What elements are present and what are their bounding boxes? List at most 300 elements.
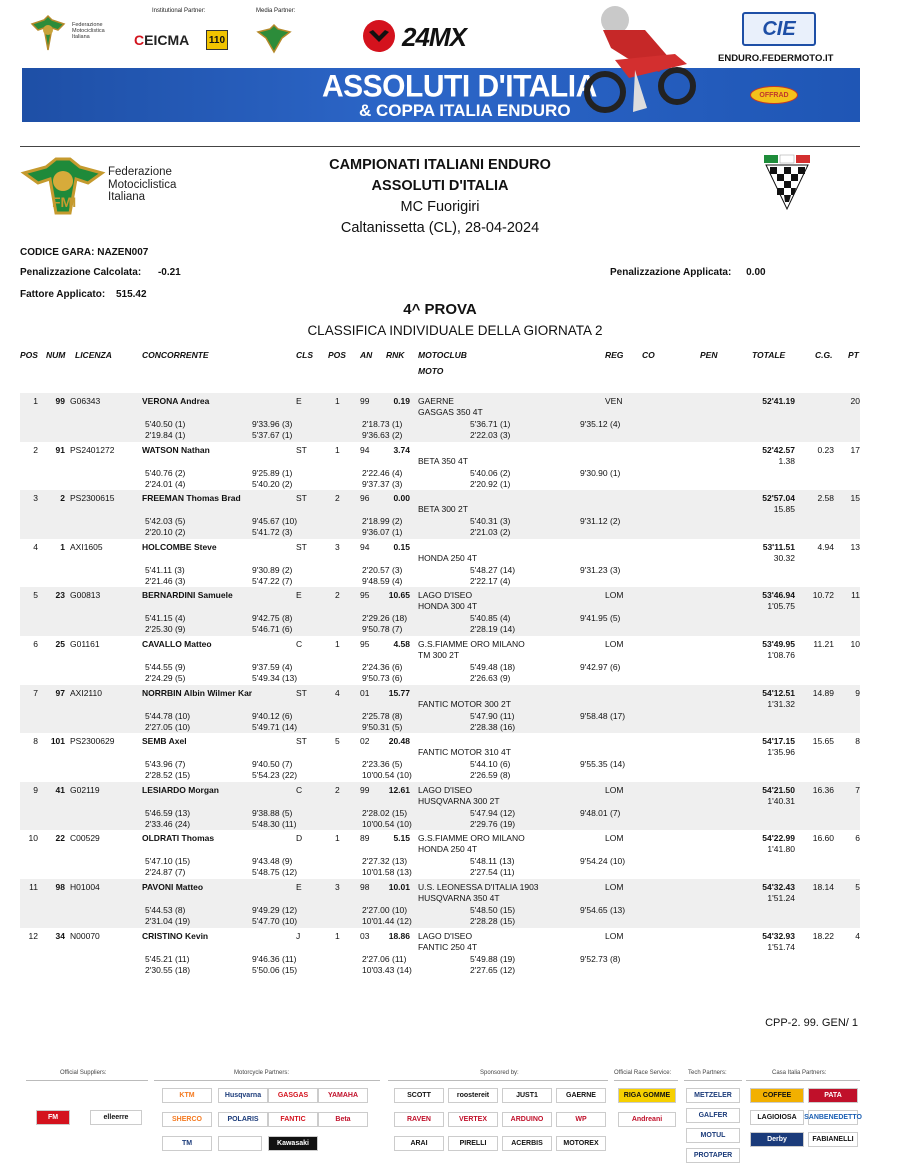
ranking-points: 0.00 [393,493,410,504]
class-gap: 0.23 [817,444,834,455]
class-gap: 14.89 [812,687,834,698]
birth-year: 96 [360,493,370,504]
stage-time: 2'22.46 (4) [362,467,403,478]
stage-time: 2'33.46 (24) [145,818,191,829]
stage-time: 2'22.03 (3) [470,430,511,440]
motoclub: LAGO D'ISEO [418,590,473,601]
rider-position: 3 [33,493,38,504]
sponsor-logo-acerbis: ACERBIS [502,1136,552,1151]
rider-name: PAVONI Matteo [142,882,204,892]
birth-year: 95 [360,590,370,601]
stage-time: 9'42.97 (6) [580,662,621,672]
stage-time: 10'00.54 (10) [362,770,412,781]
total-time: 52'42.57 [762,444,795,455]
stage-time: 5'40.85 (4) [470,613,511,624]
stage-time: 2'26.63 (9) [470,673,511,683]
stage-time: 5'46.59 (13) [145,807,191,818]
stage-time: 2'24.01 (4) [145,478,186,489]
stage-time: 2'26.59 (8) [470,770,511,781]
stage-time: 5'48.75 (12) [252,867,298,878]
federation-small-text: Federazione Motociclistica Italiana [72,22,105,40]
rider-number: 99 [55,396,65,406]
stage-time: 5'47.22 (7) [252,575,293,586]
sponsor-logo-andreani: Andreani [618,1112,676,1127]
total-time: 53'11.51 [762,541,795,552]
stage-time: 9'31.12 (2) [580,516,621,527]
ranking-points: 0.19 [393,396,410,406]
stage-time: 5'40.06 (2) [470,467,511,478]
rider-license: PS2300629 [70,736,115,747]
rider-position: 1 [33,396,38,406]
rider-name: SEMB Axel [142,736,187,747]
stage-time: 5'48.11 (13) [470,856,515,867]
class-position: 1 [335,833,340,844]
rider-position: 5 [33,590,38,601]
gap-to-leader: 1'05.75 [767,601,795,612]
class-position: 1 [335,930,340,941]
stage-time: 5'47.10 (15) [145,856,191,867]
rider-class: E [296,396,302,406]
motorcycle: HUSQVARNA 300 2T [418,795,500,806]
region: LOM [605,639,624,649]
header-divider [20,146,860,147]
fmi-small-logo [30,14,66,54]
sponsor-logo-husqvarna: Husqvarna [218,1088,268,1103]
stage-time: 10'03.43 (14) [362,964,412,975]
stage-time: 5'50.06 (15) [252,964,298,975]
media-partner-logo [256,24,292,54]
rider-number: 22 [55,833,65,844]
stage-time: 2'27.54 (11) [470,867,515,878]
stage-time: 9'42.75 (8) [252,613,293,624]
class-position: 3 [335,882,340,892]
ranking-points: 18.86 [388,930,410,941]
stage-time: 9'33.96 (3) [252,419,293,429]
gap-to-leader: 30.32 [773,552,795,563]
stage-time: 9'52.73 (8) [580,953,621,964]
stage-time: 9'58.48 (17) [580,710,626,721]
region: LOM [605,590,624,601]
sponsor-logo-riga-gomme: RIGA GOMME [618,1088,676,1103]
motoclub: G.S.FIAMME ORO MILANO [418,833,525,844]
sponsor-logo- [218,1136,262,1151]
stage-time: 9'36.63 (2) [362,430,403,440]
col-concorrente: CONCORRENTE [142,350,209,360]
region: VEN [605,396,623,406]
rider-license: H01004 [70,882,100,892]
ranking-points: 0.15 [393,541,410,552]
col-pos: POS [20,350,38,360]
federation-line-1: Federazione [108,166,172,178]
total-time: 54'17.15 [762,736,795,747]
sponsor-logo-vertex: VERTEX [448,1112,498,1127]
points: 13 [850,541,860,552]
stage-time: 5'44.10 (6) [470,759,511,770]
stage-time: 2'24.36 (6) [362,662,403,672]
sponsor-logo-wp: WP [556,1112,606,1127]
total-time: 54'32.93 [762,930,795,941]
casa-italia-partners-label: Casa Italia Partners: [772,1070,827,1076]
rider-license: N00070 [70,930,100,941]
motorcycle: GASGAS 350 4T [418,407,483,417]
motorcycle: BETA 350 4T [418,455,468,466]
motorcycle: HUSQVARNA 350 4T [418,893,500,903]
stage-time: 9'40.50 (7) [252,759,293,770]
gap-to-leader: 1'31.32 [767,698,795,709]
championship-subtitle: ASSOLUTI D'ITALIA [371,178,509,194]
class-position: 2 [335,784,340,795]
sponsor-logo-pirelli: PIRELLI [448,1136,498,1151]
sponsor-logo-arduino: ARDUINO [502,1112,552,1127]
col-reg: REG [605,350,624,360]
rider-license: AXI2110 [70,687,102,698]
stage-time: 2'21.46 (3) [145,575,186,586]
sponsor-logo-lagioiosa: LAGIOIOSA [750,1110,804,1125]
class-position: 1 [335,444,340,455]
class-position: 2 [335,493,340,504]
race-code: CODICE GARA: NAZEN007 [20,247,149,258]
rider-name: CRISTINO Kevin [142,930,209,941]
motorcycle: FANTIC MOTOR 310 4T [418,747,511,758]
points: 7 [855,784,860,795]
stage-time: 2'24.87 (7) [145,867,186,878]
ranking-points: 20.48 [388,736,410,747]
rider-license: G01161 [70,639,100,649]
sponsor-logo-elleerre: elleerre [90,1110,142,1125]
rider-position: 4 [33,541,38,552]
class-gap: 15.65 [812,736,834,747]
gap-to-leader: 1'51.24 [767,893,795,903]
gap-to-leader: 1'40.31 [767,795,795,806]
gap-to-leader: 1'35.96 [767,747,795,758]
stage-time: 2'27.00 (10) [362,905,408,915]
rider-class: C [296,784,303,795]
cupra-badge: OFFRAD [750,86,798,104]
stage-time: 9'35.12 (4) [580,419,621,429]
stage-time: 2'28.38 (16) [470,721,516,732]
stage-time: 5'47.94 (12) [470,807,516,818]
motoclub: GAERNE [418,396,454,406]
sponsor-logo-yamaha: YAMAHA [318,1088,368,1103]
total-time: 53'46.94 [762,590,795,601]
stage-time: 5'46.71 (6) [252,624,293,635]
stage-time: 5'41.72 (3) [252,527,293,538]
region: LOM [605,784,624,795]
place-date: Caltanissetta (CL), 28-04-2024 [340,220,540,236]
points: 6 [855,833,860,844]
ranking-points: 3.74 [393,444,410,455]
rider-number: 41 [55,784,65,795]
stage-time: 9'50.73 (6) [362,673,403,683]
birth-year: 94 [360,541,370,552]
applied-factor-label: Fattore Applicato: [20,289,106,300]
sponsor-logo-ktm: KTM [162,1088,212,1103]
stage-time: 10'00.54 (10) [362,818,412,829]
rider-number: 25 [55,639,65,649]
ranking-points: 15.77 [388,687,410,698]
rider-license: G02119 [70,784,100,795]
sponsor-logo-polaris: POLARIS [218,1112,268,1127]
class-gap: 2.58 [817,493,834,504]
region: LOM [605,882,624,892]
applied-penalty-value: 0.00 [746,267,766,278]
birth-year: 89 [360,833,370,844]
stage-time: 2'31.04 (19) [145,916,191,926]
col-totale: TOTALE [752,350,786,360]
cie-logo: CIE [742,12,816,46]
stage-time: 9'55.35 (14) [580,759,626,770]
stage-time: 5'37.67 (1) [252,430,293,440]
rider-class: ST [296,444,307,455]
rider-number: 98 [55,882,65,892]
stage-time: 5'42.03 (5) [145,516,186,527]
motorcycle: HONDA 300 4T [418,601,478,612]
total-time: 52'57.04 [762,493,795,504]
rider-class: ST [296,687,307,698]
sponsor-logo-galfer: GALFER [686,1108,740,1123]
gap-to-leader: 1'41.80 [767,844,795,855]
stage-time: 5'49.48 (18) [470,662,516,672]
110-logo: 110 [206,30,228,50]
birth-year: 02 [360,736,370,747]
class-gap: 16.60 [812,833,834,844]
stage-time: 2'22.17 (4) [470,575,511,586]
ranking-points: 10.01 [388,882,410,892]
rider-position: 11 [29,882,38,892]
total-time: 54'12.51 [762,687,795,698]
website-url[interactable]: ENDURO.FEDERMOTO.IT [718,53,834,64]
rider-name: HOLCOMBE Steve [142,541,217,552]
stage-time: 2'20.57 (3) [362,564,403,575]
motorcycle: HONDA 250 4T [418,844,478,855]
rider-name: OLDRATI Thomas [142,833,215,844]
sponsor-logo-beta: Beta [318,1112,368,1127]
classification-title: CLASSIFICA INDIVIDUALE DELLA GIORNATA 2 [307,323,603,338]
tech-partners-label: Tech Partners: [688,1070,727,1076]
official-race-service-label: Official Race Service: [614,1070,672,1076]
rider-license: C00529 [70,833,100,844]
sponsor-logo-fm: FM [36,1110,70,1125]
rider-name: WATSON Nathan [142,444,210,455]
stage-time: 5'36.71 (1) [470,419,511,429]
rider-number: 101 [50,736,65,747]
eicma-text: EICMA [144,32,190,48]
col-motoclub: MOTOCLUB [418,350,467,360]
federation-name [108,166,176,204]
championship-title: CAMPIONATI ITALIANI ENDURO [329,157,551,173]
points: 20 [850,396,860,406]
rider-license: G00813 [70,590,101,601]
class-position: 2 [335,590,340,601]
points: 10 [850,639,860,649]
stage-time: 9'30.89 (2) [252,564,293,575]
stage-time: 2'30.55 (18) [145,964,191,975]
sponsor-logo-sanbenedetto: SANBENEDETTO [808,1110,858,1125]
stage-time: 2'25.30 (9) [145,624,186,635]
motorcycle: FANTIC 250 4T [418,941,478,952]
stage-time: 2'29.76 (19) [470,818,516,829]
points: 15 [850,493,860,504]
group-divider [684,1080,742,1081]
official-suppliers-label: Official Suppliers: [60,1070,107,1076]
sponsor-logo-just1: JUST1 [502,1088,552,1103]
ranking-points: 12.61 [388,784,410,795]
stage-time: 5'40.76 (2) [145,467,186,478]
stage-time: 9'50.31 (5) [362,721,403,732]
gap-to-leader: 15.85 [773,504,795,515]
total-time: 54'22.99 [762,833,795,844]
stage-time: 2'28.02 (15) [362,807,408,818]
applied-penalty-label: Penalizzazione Applicata: [610,267,732,278]
rider-class: ST [296,736,307,747]
stage-time: 9'43.48 (9) [252,856,293,867]
sponsor-logo-motul: MOTUL [686,1128,740,1143]
region: LOM [605,833,624,844]
stage-time: 9'54.24 (10) [580,856,626,867]
points: 17 [850,444,860,455]
points: 8 [855,736,860,747]
total-time: 54'21.50 [762,784,795,795]
rider-class: E [296,590,302,601]
col-cls: CLS [296,350,313,360]
motoclub: U.S. LEONESSA D'ITALIA 1903 [418,882,539,892]
total-time: 52'41.19 [762,396,795,406]
stage-time: 9'54.65 (13) [580,905,626,915]
stage-time: 2'24.29 (5) [145,673,186,683]
rider-license: PS2300615 [70,493,115,504]
motorcycle: BETA 300 2T [418,504,468,515]
stage-time: 9'38.88 (5) [252,807,293,818]
stage-time: 9'37.37 (3) [362,478,403,489]
group-divider [388,1080,608,1081]
rider-number: 1 [60,541,65,552]
stage-time: 2'27.06 (11) [362,953,407,964]
eicma-logo: CEICMA [134,32,190,48]
group-divider [746,1080,860,1081]
24mx-logo [360,18,520,54]
stage-time: 5'48.30 (11) [252,818,297,829]
sponsor-logo-kawasaki: Kawasaki [268,1136,318,1151]
page-footer-code: CPP-2. 99. GEN/ 1 [765,1017,858,1029]
class-position: 1 [335,396,340,406]
event-title: ASSOLUTI D'ITALIA [322,69,597,104]
stage-time: 2'25.78 (8) [362,710,403,721]
checkered-flag-logo [764,155,810,210]
stage-time: 9'49.29 (12) [252,905,298,915]
rider-name: FREEMAN Thomas Brad [142,493,241,504]
stage-time: 5'41.15 (4) [145,613,186,624]
points: 9 [855,687,860,698]
rider-class: J [296,930,301,941]
stage-time: 9'36.07 (1) [362,527,403,538]
rider-class: D [296,833,303,844]
rider-license: AXI1605 [70,541,103,552]
sponsor-logo-motorex: MOTOREX [556,1136,606,1151]
calculated-penalty-value: -0.21 [157,267,181,278]
stage-time: 9'25.89 (1) [252,467,293,478]
bottom-sponsor-strip [22,1070,860,1166]
birth-year: 94 [360,444,370,455]
stage-time: 2'18.73 (1) [362,419,403,429]
class-position: 3 [335,541,340,552]
gap-to-leader: 1'08.76 [767,650,795,660]
sponsor-logo-scott: SCOTT [394,1088,444,1103]
birth-year: 99 [360,784,370,795]
group-divider [26,1080,148,1081]
birth-year: 95 [360,639,370,649]
stage-time: 5'48.50 (15) [470,905,516,915]
stage-time: 9'48.01 (7) [580,807,621,818]
stage-time: 2'20.10 (2) [145,527,186,538]
stage-time: 9'46.36 (11) [252,953,297,964]
sponsor-logo-tm: TM [162,1136,212,1151]
stage-time: 2'28.28 (15) [470,916,516,926]
col-moto: MOTO [418,366,444,376]
sponsor-logo-derby: Derby [750,1132,804,1147]
organizing-club: MC Fuorigiri [400,199,480,215]
motoclub: LAGO D'ISEO [418,784,473,795]
stage-time: 2'27.65 (12) [470,964,516,975]
sponsor-logo-fabianelli: FABIANELLI [808,1132,858,1147]
col-licenza: LICENZA [75,350,112,360]
stage-time: 5'43.96 (7) [145,759,186,770]
rider-name: VERONA Andrea [142,396,210,406]
sponsor-logo-gaerne: GAERNE [556,1088,606,1103]
stage-time: 2'23.36 (5) [362,759,403,770]
stage-time: 2'27.05 (10) [145,721,191,732]
stage-time: 2'28.52 (15) [145,770,191,781]
birth-year: 98 [360,882,370,892]
col-num: NUM [46,350,66,360]
sponsor-logo-roostereit: roostereit [448,1088,498,1103]
stage-time: 2'18.99 (2) [362,516,403,527]
fmi-logo [22,155,104,217]
total-time: 53'49.95 [762,639,795,649]
ranking-points: 10.65 [388,590,410,601]
rider-class: E [296,882,302,892]
col-clspos: POS [328,350,346,360]
motoclub: G.S.FIAMME ORO MILANO [418,639,525,649]
birth-year: 03 [360,930,370,941]
points: 11 [851,590,860,601]
motorcycle: TM 300 2T [418,650,460,660]
class-gap: 4.94 [817,541,834,552]
rider-number: 91 [55,444,65,455]
rider-name: BERNARDINI Samuele [142,590,233,601]
class-gap: 18.22 [812,930,834,941]
calculated-penalty-label: Penalizzazione Calcolata: [20,267,142,278]
stage-time: 9'40.12 (6) [252,710,293,721]
rider-image [575,0,705,122]
col-co: CO [642,350,655,360]
stage-time: 5'40.31 (3) [470,516,511,527]
col-pt: PT [848,350,859,360]
rider-position: 12 [28,930,38,941]
sponsor-logo-gasgas: GASGAS [268,1088,318,1103]
col-rnk: RNK [386,350,405,360]
sponsor-logo-pata: PATA [808,1088,858,1103]
stage-time: 5'44.55 (9) [145,662,186,672]
stage-time: 5'47.70 (10) [252,916,298,926]
round-title: 4^ PROVA [403,301,477,318]
event-subtitle: & COPPA ITALIA ENDURO [359,101,571,120]
document-header [240,155,640,239]
motorcycle: HONDA 250 4T [418,552,478,563]
rider-license: PS2401272 [70,444,115,455]
rider-number: 2 [60,493,65,504]
rider-number: 34 [55,930,65,941]
gap-to-leader: 1'51.74 [767,941,795,952]
